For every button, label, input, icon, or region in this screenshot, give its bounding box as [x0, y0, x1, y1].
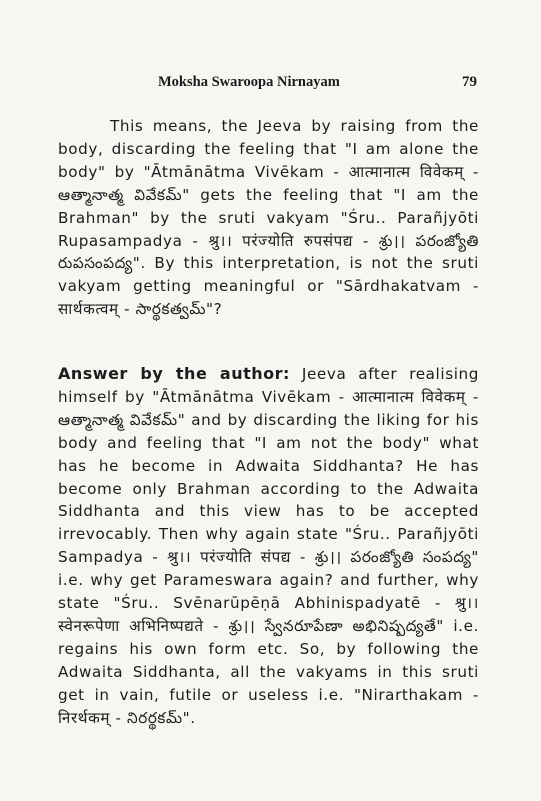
- page-number: 79: [462, 74, 477, 90]
- answer-text: Jeeva after realising himself by "Ātmānātma Vivēkam - आत्मानात्म विवेकम् - ఆత్మానాత్మ వివేకమ్" and by discarding the liking for his body and feeling that "I am not the body" what has he become in Adwaita Siddhanta? He has become only Brahman according to the Adwaita Siddhanta and this view has to be accepted irrevocably. Then why again state "Śru.. Parañjyōti Sampadya - श्रु।। परंज्योति संपद्य - శ్రు।। పరంజ్యోతి సంపద్య" i.e. why get Parameswara again? and further, why state "Śru.. Svēnarūpēṇā Abhinispadyatē - श्रु।। स्वेनरूपेणा अभिनिष्पद्यते - శ్రు।। స్వేనరూపేణా అభినిష్పద్యతే" i.e. regains his own form etc. So, by following the Adwaita Siddhanta, all the vakyams in this sruti get in vain, futile or useless i.e. "Nirarthakam - निरर्थकम् - నిరర్థకమ్".: [58, 365, 479, 727]
- running-header: [82, 74, 477, 91]
- paragraph-answer: [58, 363, 479, 730]
- answer-lead: Answer by the author:: [58, 364, 290, 383]
- paragraph-question: This means, the Jeeva by raising from the body, discarding the feeling that "I am alone the body" by "Ātmānātma Vivēkam - आत्मानात्म विवेकम् - ఆత్మానాత్మ వివేకమ్" gets the feeling that "I am the Brahman" by the sruti vakyam "Śru.. Parañjyōti Rupasampadya - श्रु।। परंज्योति रुपसंपद्य - శ్రు।। పరంజ్యోతి రుపసంపద్య". By this interpretation, is not the sruti vakyam getting meaningful or "Sārdhakatvam - सार्थकत्वम् - సార్థకత్వమ్"?: [58, 117, 479, 319]
- header-title: Moksha Swaroopa Nirnayam: [158, 74, 340, 90]
